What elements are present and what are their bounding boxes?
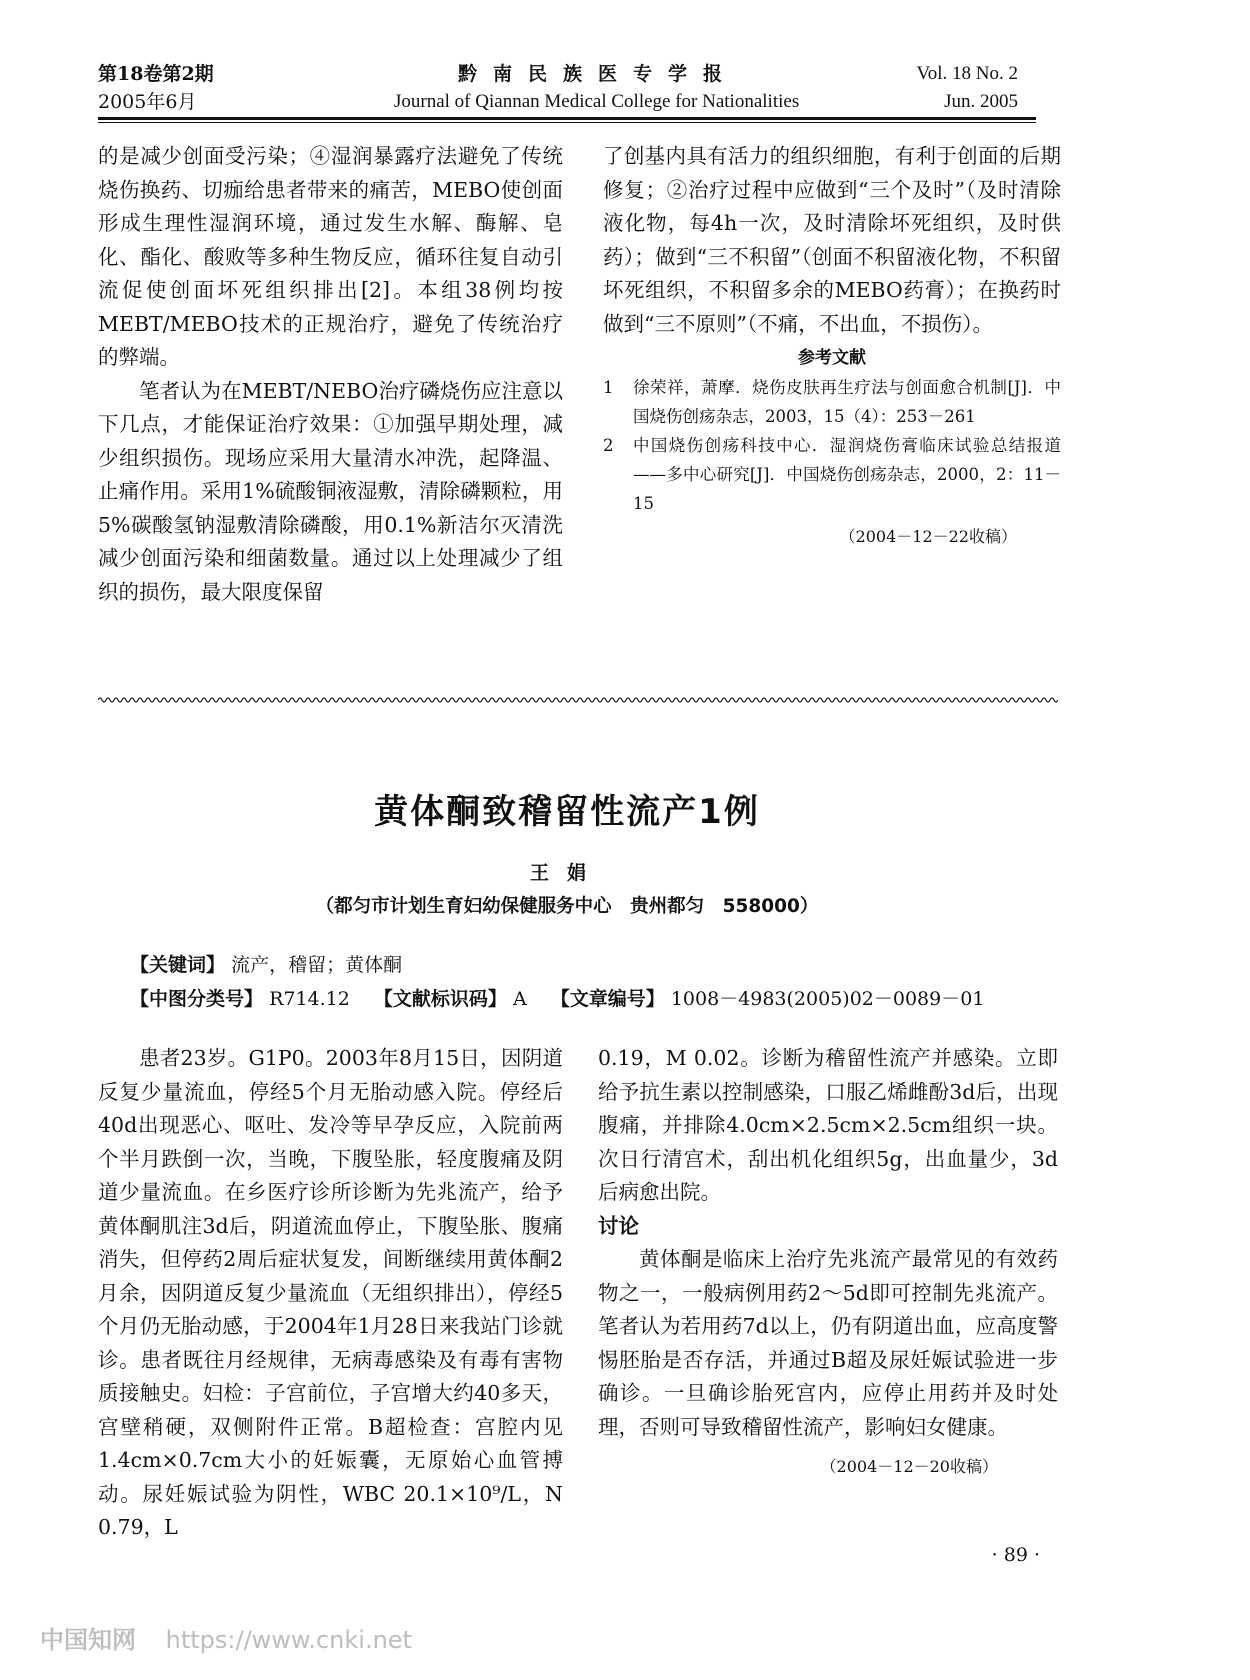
header-rule — [98, 117, 1036, 120]
reference-text: 徐荣祥，萧摩．烧伤皮肤再生疗法与创面愈合机制[J]．中国烧伤创疡杂志，2003，15（4）：253－261 — [633, 378, 1061, 426]
doc-code-label: 【文献标识码】 — [373, 988, 507, 1010]
case-report-text: 患者23岁。G1P0。2003年8月15日，因阴道反复少量流血，停经5个月无胎动感入院。停经后40d出现恶心、呕吐、发冷等早孕反应，入院前两个半月跌倒一次，当晚，下腹坠胀，轻度腹痛及阴道少量流血。在乡医疗诊所诊断为先兆流产，给予黄体酮肌注3d后，阴道流血停止，下腹坠胀、腹痛消失，但停药2周后症状复发，间断继续用黄体酮2月余，因阴道反复少量流血（无组织排出），停经5个月仍无胎动感，于2004年1月28日来我站门诊就诊。患者既往月经规律，无病毒感染及有毒有害物质接触史。妇检：子宫前位，子宫增大约40多天，宫壁稍硬，双侧附件正常。B超检查：宫腔内见1.4cm×0.7cm大小的妊娠囊，无原始心血管搏动。尿妊娠试验为阴性，WBC 20.1×10⁹/L，N 0.79，L — [98, 1046, 563, 1539]
cnki-brand: 中国知网 — [40, 1626, 136, 1654]
article-number-label: 【文章编号】 — [550, 988, 665, 1010]
paragraph: 笔者认为在MEBT/NEBO治疗磷烧伤应注意以下几点，才能保证治疗效果：①加强早期处理，减少组织损伤。现场应采用大量清水冲洗，起降温、止痛作用。采用1%硫酸铜液湿敷，清除磷颗粒，用5%碳酸氢钠湿敷清除磷酸，用0.1%新洁尔灭清洗减少创面污染和细菌数量。通过以上处理减少了组织的损伤，最大限度保留 — [98, 378, 563, 604]
paragraph: 的是减少创面受污染；④湿润暴露疗法避免了传统烧伤换药、切痂给患者带来的痛苦，MEBO使创面形成生理性湿润环境，通过发生水解、酶解、皂化、酯化、酸败等多种生物反应，循环往复自动引流促使创面坏死组织排出[2]。本组38例均按MEBT/MEBO技术的正规治疗，避免了传统治疗的弊端。 — [98, 144, 563, 369]
issue-date-cn: 2005年6月 — [98, 91, 197, 113]
doc-code-value: A — [512, 988, 527, 1010]
article2-column-left — [98, 1042, 563, 1545]
received-date: （2004－12－22收稿） — [839, 527, 1017, 546]
paragraph: 了创基内具有活力的组织细胞，有利于创面的后期修复；②治疗过程中应做到“三个及时”（及时清除液化物，每4h一次，及时清除坏死组织，及时供药）；做到“三不积留”（创面不积留液化物，不积留坏死组织，不积留多余的MEBO药膏）；在换药时做到“三不原则”（不痛，不出血，不损伤）。 — [603, 144, 1061, 336]
watermark-footer — [40, 1620, 412, 1655]
reference-number: 2 — [603, 436, 614, 455]
case-report-text: 0.19，M 0.02。诊断为稽留性流产并感染。立即给予抗生素以控制感染，口服乙烯雌酚3d后，出现腹痛，并排除4.0cm×2.5cm×2.5cm组织一块。次日行清宫术，刮出机化组织5g，出血量少，3d后病愈出院。 — [598, 1046, 1058, 1204]
keywords-line — [130, 950, 402, 977]
article-author: 王娟 — [529, 862, 604, 884]
reference-item — [603, 373, 1061, 431]
journal-name-en: Journal of Qiannan Medical College for Nationalities — [394, 91, 800, 112]
header-rule-thin — [98, 122, 1036, 123]
reference-text: 中国烧伤创疡科技中心．湿润烧伤膏临床试验总结报道——多中心研究[J]．中国烧伤创疡杂志，2000，2：11－15 — [633, 436, 1061, 513]
author-affiliation: （都匀市计划生育妇幼保健服务中心 贵州都匀 558000） — [315, 896, 819, 917]
keywords-value: 流产，稽留；黄体酮 — [231, 954, 403, 976]
discussion-text: 黄体酮是临床上治疗先兆流产最常见的有效药物之一，一般病例用药2～5d即可控制先兆流产。笔者认为若用药7d以上，仍有阴道出血，应高度警惕胚胎是否存活，并通过B超及尿妊娠试验进一步确诊。一旦确诊胎死宫内，应停止用药并及时处理，否则可导致稽留性流产，影响妇女健康。 — [598, 1247, 1058, 1439]
keywords-label: 【关键词】 — [130, 954, 226, 976]
classification-line — [130, 984, 984, 1011]
reference-number: 1 — [603, 378, 614, 397]
clc-label: 【中图分类号】 — [130, 988, 264, 1010]
article-number-value: 1008－4983(2005)02－0089－01 — [670, 988, 985, 1010]
article1-column-left — [98, 140, 563, 609]
article2-column-right — [598, 1042, 1058, 1482]
wavy-divider — [98, 694, 1058, 706]
article1-column-right — [603, 140, 1061, 552]
page-number: · 89 · — [991, 1544, 1040, 1566]
volume-issue: 第18卷第2期 — [98, 63, 214, 85]
issue-date-en: Jun. 2005 — [944, 91, 1018, 112]
references-heading: 参考文献 — [798, 348, 866, 368]
cnki-url: https://www.cnki.net — [165, 1626, 412, 1654]
running-header — [98, 58, 1036, 118]
clc-value: R714.12 — [269, 988, 350, 1010]
journal-name-cn: 黔南民族医专学报 — [458, 63, 739, 85]
discussion-heading: 讨论 — [598, 1213, 639, 1238]
article-title: 黄体酮致稽留性流产1例 — [374, 792, 760, 832]
volume-number-en: Vol. 18 No. 2 — [916, 63, 1018, 84]
reference-item — [603, 431, 1061, 518]
received-date: （2004－12－20收稿） — [820, 1457, 998, 1476]
